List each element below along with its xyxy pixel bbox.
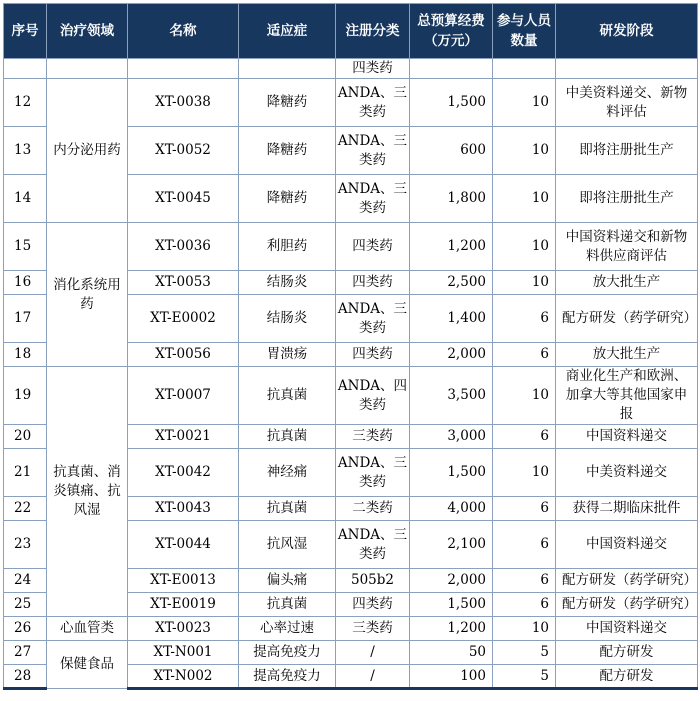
cell-area: 抗真菌、消炎镇痛、抗风湿 bbox=[47, 367, 128, 617]
cell-indication bbox=[239, 59, 336, 79]
header-seq: 序号 bbox=[4, 4, 47, 59]
cell-reg-class: 505b2 bbox=[336, 569, 410, 593]
cell-area: 保健食品 bbox=[47, 641, 128, 689]
cell-stage: 即将注册批生产 bbox=[556, 175, 698, 223]
cell-area: 消化系统用药 bbox=[47, 223, 128, 367]
cell-budget: 4,000 bbox=[410, 497, 493, 521]
cell-name: XT-0023 bbox=[128, 617, 239, 641]
cell-reg-class: 三类药 bbox=[336, 617, 410, 641]
cell-stage: 配方研发（药学研究） bbox=[556, 569, 698, 593]
cell-seq: 16 bbox=[4, 271, 47, 295]
cell-stage: 中国资料递交和新物料供应商评估 bbox=[556, 223, 698, 271]
cell-budget: 2,500 bbox=[410, 271, 493, 295]
cell-stage: 放大批生产 bbox=[556, 343, 698, 367]
cell-budget: 50 bbox=[410, 641, 493, 665]
cell-staff: 6 bbox=[493, 497, 556, 521]
cell-reg-class: 三类药 bbox=[336, 425, 410, 449]
cell-staff: 10 bbox=[493, 617, 556, 641]
cell-seq bbox=[4, 59, 47, 79]
cell-reg-class: ANDA、四类药 bbox=[336, 367, 410, 425]
cell-reg-class: ANDA、三类药 bbox=[336, 127, 410, 175]
cell-staff: 10 bbox=[493, 79, 556, 127]
cell-indication: 抗真菌 bbox=[239, 425, 336, 449]
cell-indication: 胃溃疡 bbox=[239, 343, 336, 367]
header-reg-class: 注册分类 bbox=[336, 4, 410, 59]
table-row bbox=[4, 617, 698, 641]
cell-name: XT-0007 bbox=[128, 367, 239, 425]
cell-budget: 2,000 bbox=[410, 569, 493, 593]
cell-stage: 中国资料递交 bbox=[556, 425, 698, 449]
cell-seq: 12 bbox=[4, 79, 47, 127]
cell-seq: 17 bbox=[4, 295, 47, 343]
cell-staff: 10 bbox=[493, 175, 556, 223]
cell-budget: 2,100 bbox=[410, 521, 493, 569]
cell-reg-class: ANDA、三类药 bbox=[336, 295, 410, 343]
cell-reg-class: ANDA、三类药 bbox=[336, 175, 410, 223]
cell-name: XT-0056 bbox=[128, 343, 239, 367]
cell-indication: 偏头痛 bbox=[239, 569, 336, 593]
cell-seq: 21 bbox=[4, 449, 47, 497]
cell-indication: 利胆药 bbox=[239, 223, 336, 271]
cell-name: XT-E0019 bbox=[128, 593, 239, 617]
cell-budget: 3,500 bbox=[410, 367, 493, 425]
cell-seq: 24 bbox=[4, 569, 47, 593]
cell-name: XT-0053 bbox=[128, 271, 239, 295]
cell-reg-class: ANDA、三类药 bbox=[336, 79, 410, 127]
cell-budget bbox=[410, 59, 493, 79]
cell-stage: 中国资料递交 bbox=[556, 617, 698, 641]
cell-stage: 配方研发（药学研究） bbox=[556, 593, 698, 617]
cell-budget: 1,200 bbox=[410, 223, 493, 271]
cell-indication: 抗真菌 bbox=[239, 367, 336, 425]
rd-projects-table-container bbox=[3, 3, 697, 690]
cell-seq: 27 bbox=[4, 641, 47, 665]
cell-staff: 10 bbox=[493, 223, 556, 271]
cell-stage: 配方研发 bbox=[556, 665, 698, 689]
cell-indication: 降糖药 bbox=[239, 79, 336, 127]
cell-stage: 配方研发 bbox=[556, 641, 698, 665]
cell-seq: 23 bbox=[4, 521, 47, 569]
cell-seq: 20 bbox=[4, 425, 47, 449]
cell-indication: 抗真菌 bbox=[239, 593, 336, 617]
cell-stage: 中美资料递交、新物料评估 bbox=[556, 79, 698, 127]
cell-stage: 获得二期临床批件 bbox=[556, 497, 698, 521]
cell-staff: 5 bbox=[493, 641, 556, 665]
header-budget: 总预算经费（万元） bbox=[410, 4, 493, 59]
cell-indication: 心率过速 bbox=[239, 617, 336, 641]
rd-projects-table bbox=[3, 3, 698, 690]
cell-seq: 15 bbox=[4, 223, 47, 271]
header-area: 治疗领域 bbox=[47, 4, 128, 59]
cell-budget: 600 bbox=[410, 127, 493, 175]
table-row bbox=[4, 79, 698, 127]
cell-area: 心血管类 bbox=[47, 617, 128, 641]
table-row bbox=[4, 641, 698, 665]
table-row-continuation bbox=[4, 59, 698, 79]
cell-name: XT-E0013 bbox=[128, 569, 239, 593]
cell-indication: 降糖药 bbox=[239, 175, 336, 223]
cell-staff: 6 bbox=[493, 521, 556, 569]
cell-indication: 提高免疫力 bbox=[239, 641, 336, 665]
cell-name bbox=[128, 59, 239, 79]
table-row bbox=[4, 223, 698, 271]
header-name: 名称 bbox=[128, 4, 239, 59]
cell-name: XT-E0002 bbox=[128, 295, 239, 343]
cell-indication: 抗真菌 bbox=[239, 497, 336, 521]
cell-seq: 26 bbox=[4, 617, 47, 641]
cell-budget: 1,500 bbox=[410, 79, 493, 127]
cell-name: XT-0021 bbox=[128, 425, 239, 449]
cell-name: XT-0038 bbox=[128, 79, 239, 127]
cell-seq: 19 bbox=[4, 367, 47, 425]
cell-reg-class: / bbox=[336, 641, 410, 665]
cell-stage: 即将注册批生产 bbox=[556, 127, 698, 175]
header-stage: 研发阶段 bbox=[556, 4, 698, 59]
cell-stage: 商业化生产和欧洲、加拿大等其他国家申报 bbox=[556, 367, 698, 425]
cell-name: XT-0043 bbox=[128, 497, 239, 521]
cell-staff: 6 bbox=[493, 295, 556, 343]
cell-name: XT-N002 bbox=[128, 665, 239, 689]
cell-budget: 100 bbox=[410, 665, 493, 689]
cell-name: XT-0045 bbox=[128, 175, 239, 223]
header-indication: 适应症 bbox=[239, 4, 336, 59]
cell-reg-class: 二类药 bbox=[336, 497, 410, 521]
cell-reg-class: ANDA、三类药 bbox=[336, 449, 410, 497]
cell-area bbox=[47, 59, 128, 79]
cell-reg-class: 四类药 bbox=[336, 343, 410, 367]
cell-indication: 神经痛 bbox=[239, 449, 336, 497]
cell-staff: 6 bbox=[493, 593, 556, 617]
cell-seq: 14 bbox=[4, 175, 47, 223]
cell-budget: 1,500 bbox=[410, 593, 493, 617]
cell-name: XT-0042 bbox=[128, 449, 239, 497]
cell-budget: 1,500 bbox=[410, 449, 493, 497]
cell-name: XT-0044 bbox=[128, 521, 239, 569]
cell-reg-class: / bbox=[336, 665, 410, 689]
cell-staff: 10 bbox=[493, 271, 556, 295]
cell-staff: 5 bbox=[493, 665, 556, 689]
cell-seq: 25 bbox=[4, 593, 47, 617]
cell-indication: 降糖药 bbox=[239, 127, 336, 175]
cell-reg-class: 四类药 bbox=[336, 271, 410, 295]
cell-stage: 配方研发（药学研究） bbox=[556, 295, 698, 343]
table-row bbox=[4, 367, 698, 425]
cell-staff: 6 bbox=[493, 343, 556, 367]
cell-reg-class: 四类药 bbox=[336, 223, 410, 271]
cell-budget: 2,000 bbox=[410, 343, 493, 367]
cell-seq: 13 bbox=[4, 127, 47, 175]
cell-name: XT-0036 bbox=[128, 223, 239, 271]
cell-stage bbox=[556, 59, 698, 79]
cell-budget: 1,200 bbox=[410, 617, 493, 641]
cell-staff: 6 bbox=[493, 569, 556, 593]
cell-indication: 结肠炎 bbox=[239, 271, 336, 295]
cell-indication: 结肠炎 bbox=[239, 295, 336, 343]
header-row bbox=[4, 4, 698, 59]
cell-seq: 18 bbox=[4, 343, 47, 367]
cell-budget: 1,800 bbox=[410, 175, 493, 223]
cell-seq: 22 bbox=[4, 497, 47, 521]
cell-staff: 6 bbox=[493, 425, 556, 449]
cell-indication: 抗风湿 bbox=[239, 521, 336, 569]
cell-staff: 10 bbox=[493, 367, 556, 425]
cell-stage: 中国资料递交 bbox=[556, 521, 698, 569]
cell-staff: 10 bbox=[493, 449, 556, 497]
cell-budget: 1,400 bbox=[410, 295, 493, 343]
cell-stage: 放大批生产 bbox=[556, 271, 698, 295]
cell-budget: 3,000 bbox=[410, 425, 493, 449]
cell-staff: 10 bbox=[493, 127, 556, 175]
cell-seq: 28 bbox=[4, 665, 47, 689]
header-staff: 参与人员数量 bbox=[493, 4, 556, 59]
cell-reg-class: 四类药 bbox=[336, 59, 410, 79]
cell-staff bbox=[493, 59, 556, 79]
cell-indication: 提高免疫力 bbox=[239, 665, 336, 689]
cell-stage: 中美资料递交 bbox=[556, 449, 698, 497]
cell-name: XT-0052 bbox=[128, 127, 239, 175]
cell-area: 内分泌用药 bbox=[47, 79, 128, 223]
cell-name: XT-N001 bbox=[128, 641, 239, 665]
cell-reg-class: ANDA、三类药 bbox=[336, 521, 410, 569]
cell-reg-class: 四类药 bbox=[336, 593, 410, 617]
